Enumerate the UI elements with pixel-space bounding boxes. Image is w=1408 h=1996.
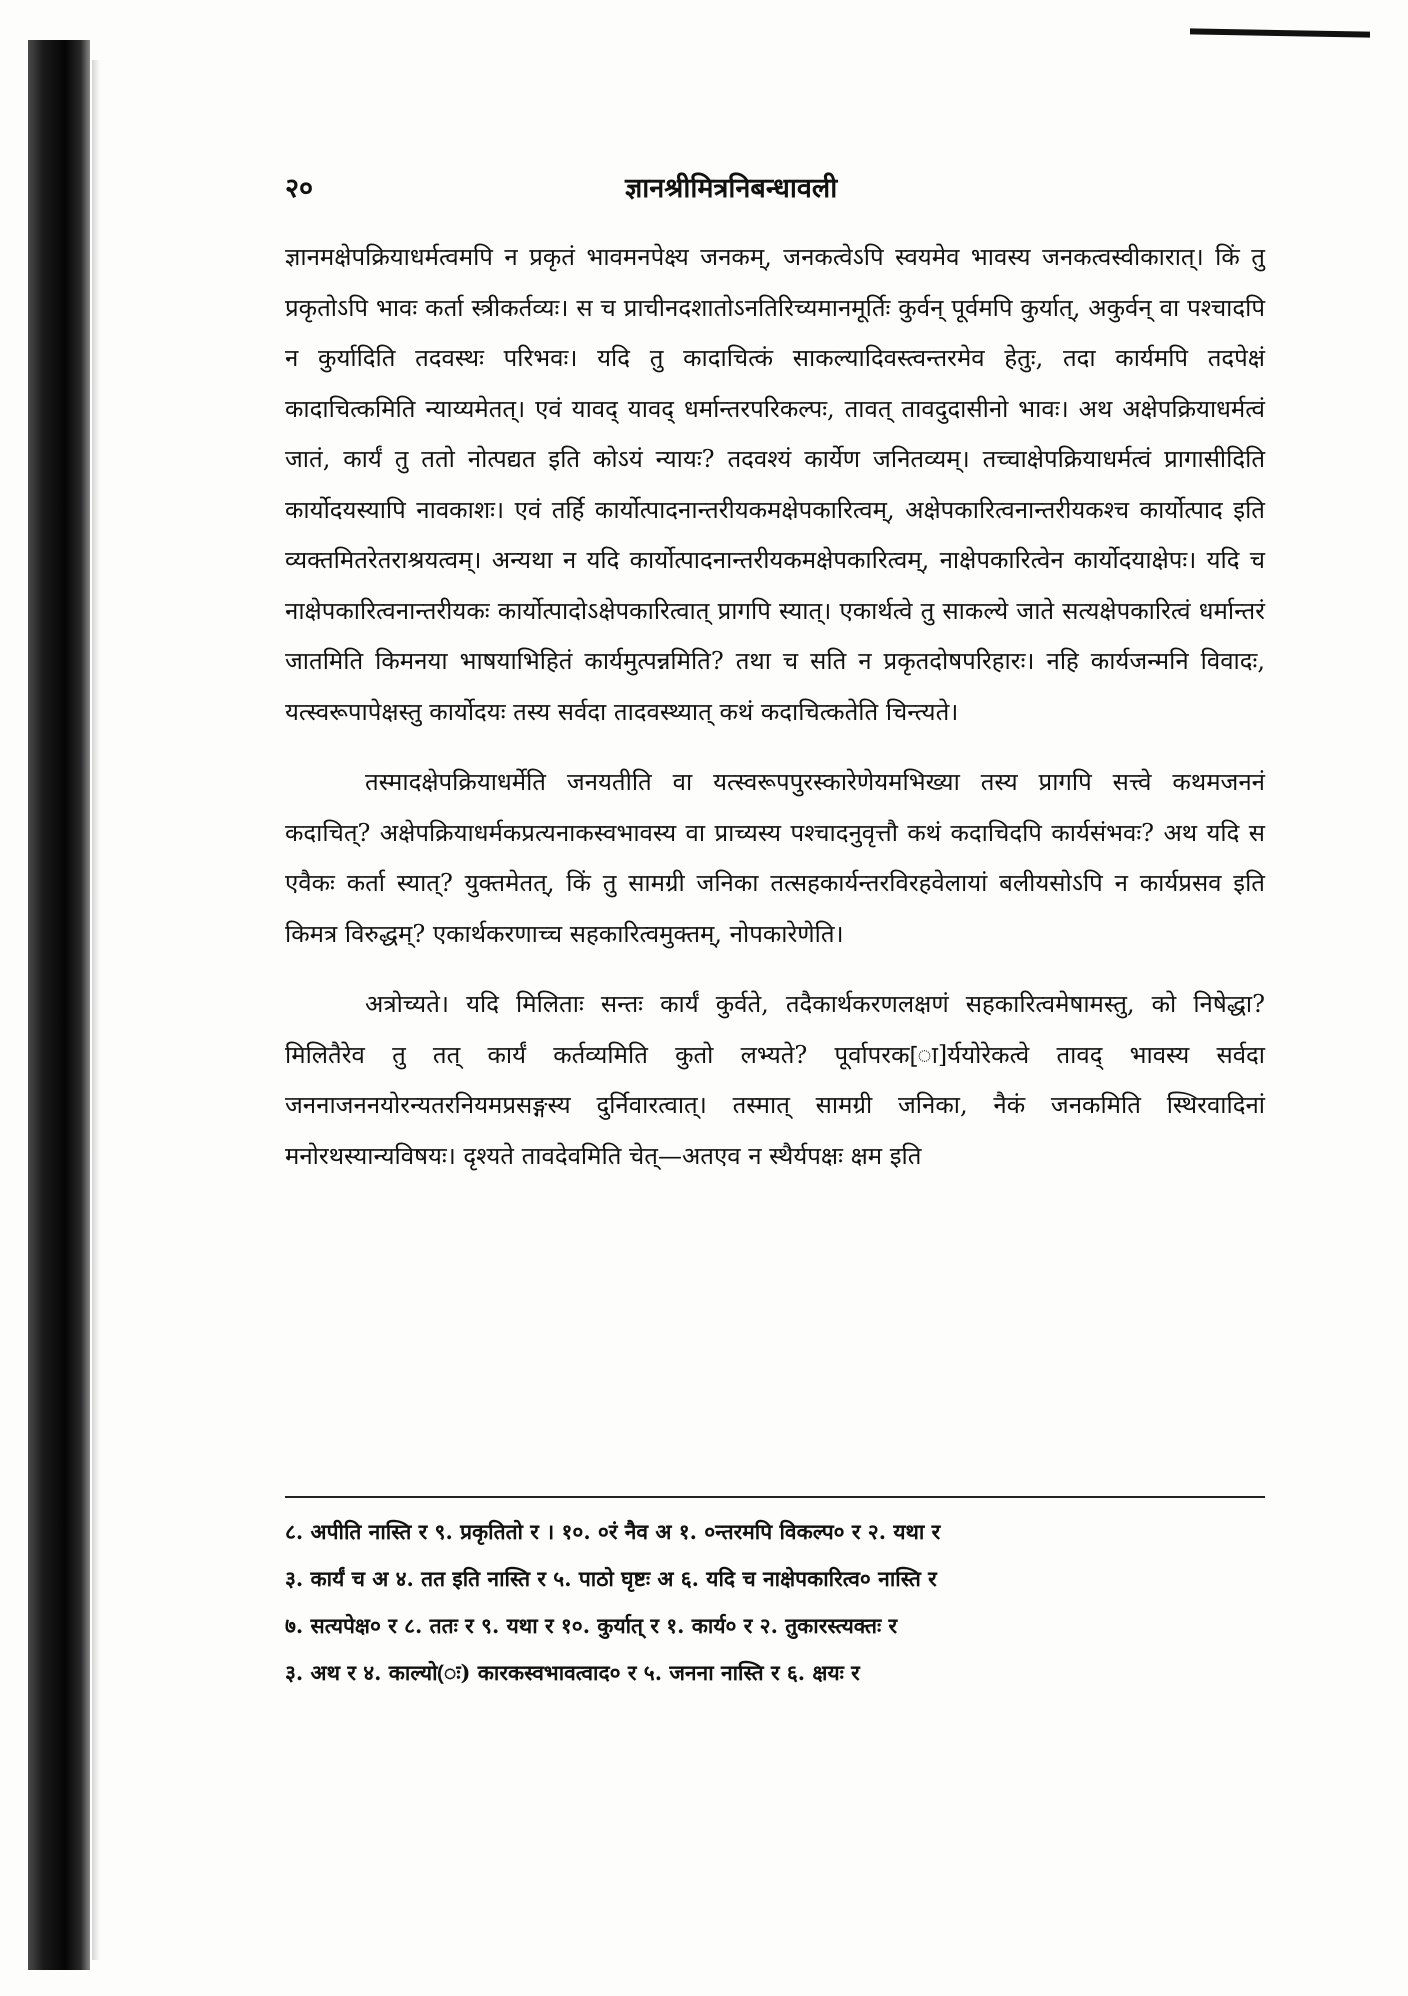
paragraph: अत्रोच्यते। यदि मिलिताः सन्तः कार्यं कुर्वते, तदैकार्थकरणलक्षणं सहकारित्वमेषामस्तु, को निषेद्धा? मिलितैरेव तु तत् कार्यं कर्तव्यमिति कुतो लभ्यते? पूर्वापरक[ा]र्ययोरेकत्वे तावद् भावस्य सर्वदा जननाजननयोरन्यतरनियमप्रसङ्गस्य दुर्निवारत्वात्। तस्मात् सामग्री जनिका, नैकं जनकमिति स्थिरवादिनां मनोरथस्यान्यविषयः। दृश्यते तावदेवमिति चेत्—अतएव न स्थैर्यपक्षः क्षम इति [285, 990, 1265, 1170]
footnote-rule [285, 1496, 1265, 1498]
footnote-line: ७. सत्यपेक्ष० र ८. ततः र ९. यथा र १०. कुर्यात् र १. कार्य० र २. तुकारस्त्यक्तः र [285, 1613, 898, 1638]
binding-shadow [28, 40, 90, 1970]
footnote-line: ३. अथ र ४. काल्यो(ः) कारकस्वभावत्वाद० र ५. जनना नास्ति र ६. क्षयः र [285, 1660, 860, 1685]
paragraph: तस्मादक्षेपक्रियाधर्मेति जनयतीति वा यत्स्वरूपपुरस्कारेणेयमभिख्या तस्य प्रागपि सत्त्वे कथमजननं कदाचित्? अक्षेपक्रियाधर्मकप्रत्यनाकस्वभावस्य वा प्राच्यस्य पश्चादनुवृत्तौ कथं कदाचिदपि कार्यसंभवः? अथ यदि स एवैकः कर्ता स्यात्? युक्तमेतत्, किं तु सामग्री जनिका तत्सहकार्यन्तरविरहवेलायां बलीयसोऽपि न कार्यप्रसव इति किमत्र विरुद्धम्? एकार्थकरणाच्च सहकारित्वमुक्तम्, नोपकारेणेति। [285, 768, 1265, 948]
binding-edge [92, 60, 100, 1960]
main-text [285, 232, 1265, 1181]
page-number: २० [285, 173, 314, 204]
footnotes [285, 1508, 1265, 1696]
scan-mark [1190, 28, 1370, 37]
page-header [285, 168, 1265, 208]
paragraph: ज्ञानमक्षेपक्रियाधर्मत्वमपि न प्रकृतं भावमनपेक्ष्य जनकम्, जनकत्वेऽपि स्वयमेव भावस्य जनकत्वस्वीकारात्। किं तु प्रकृतोऽपि भावः कर्ता स्त्रीकर्तव्यः। स च प्राचीनदशातोऽनतिरिच्यमानमूर्तिः कुर्वन् पूर्वमपि कुर्यात्, अकुर्वन् वा पश्चादपि न कुर्यादिति तदवस्थः परिभवः। यदि तु कादाचित्कं साकल्यादिवस्त्वन्तरमेव हेतुः, तदा कार्यमपि तदपेक्षं कादाचित्कमिति न्याय्यमेतत्। एवं यावद् यावद् धर्मान्तरपरिकल्पः, तावत् तावदुदासीनो भावः। अथ अक्षेपक्रियाधर्मत्वं जातं, कार्यं तु ततो नोत्पद्यत इति कोऽयं न्यायः? तदवश्यं कार्येण जनितव्यम्। तच्चाक्षेपक्रियाधर्मत्वं प्रागासीदिति कार्योदयस्यापि नावकाशः। एवं तर्हि कार्योत्पादनान्तरीयकमक्षेपकारित्वम्, अक्षेपकारित्वनान्तरीयकश्च कार्योत्पाद इति व्यक्तमितरेतराश्रयत्वम्। अन्यथा न यदि कार्योत्पादनान्तरीयकमक्षेपकारित्वम्, नाक्षेपकारित्वेन कार्योदयाक्षेपः। यदि च नाक्षेपकारित्वनान्तरीयकः कार्योत्पादोऽक्षेपकारित्वात् प्रागपि स्यात्। एकार्थत्वे तु साकल्ये जाते सत्यक्षेपकारित्वं धर्मान्तरं जातमिति किमनया भाषयाभिहितं कार्यमुत्पन्नमिति? तथा च सति न प्रकृतदोषपरिहारः। नहि कार्यजन्मनि विवादः, यत्स्वरूपापेक्षस्तु कार्योदयः तस्य सर्वदा तादवस्थ्यात् कथं कदाचित्कतेति चिन्त्यते। [285, 243, 1265, 726]
footnote-line: ८. अपीति नास्ति र ९. प्रकृतितो र । १०. ०रं नैव अ १. ०न्तरमपि विकल्प० र २. यथा र [285, 1519, 941, 1544]
running-title: ज्ञानश्रीमित्रनिबन्धावली [625, 173, 838, 204]
footnote-line: ३. कार्यं च अ ४. तत इति नास्ति र ५. पाठो घृष्टः अ ६. यदि च नाक्षेपकारित्व० नास्ति र [285, 1566, 937, 1591]
